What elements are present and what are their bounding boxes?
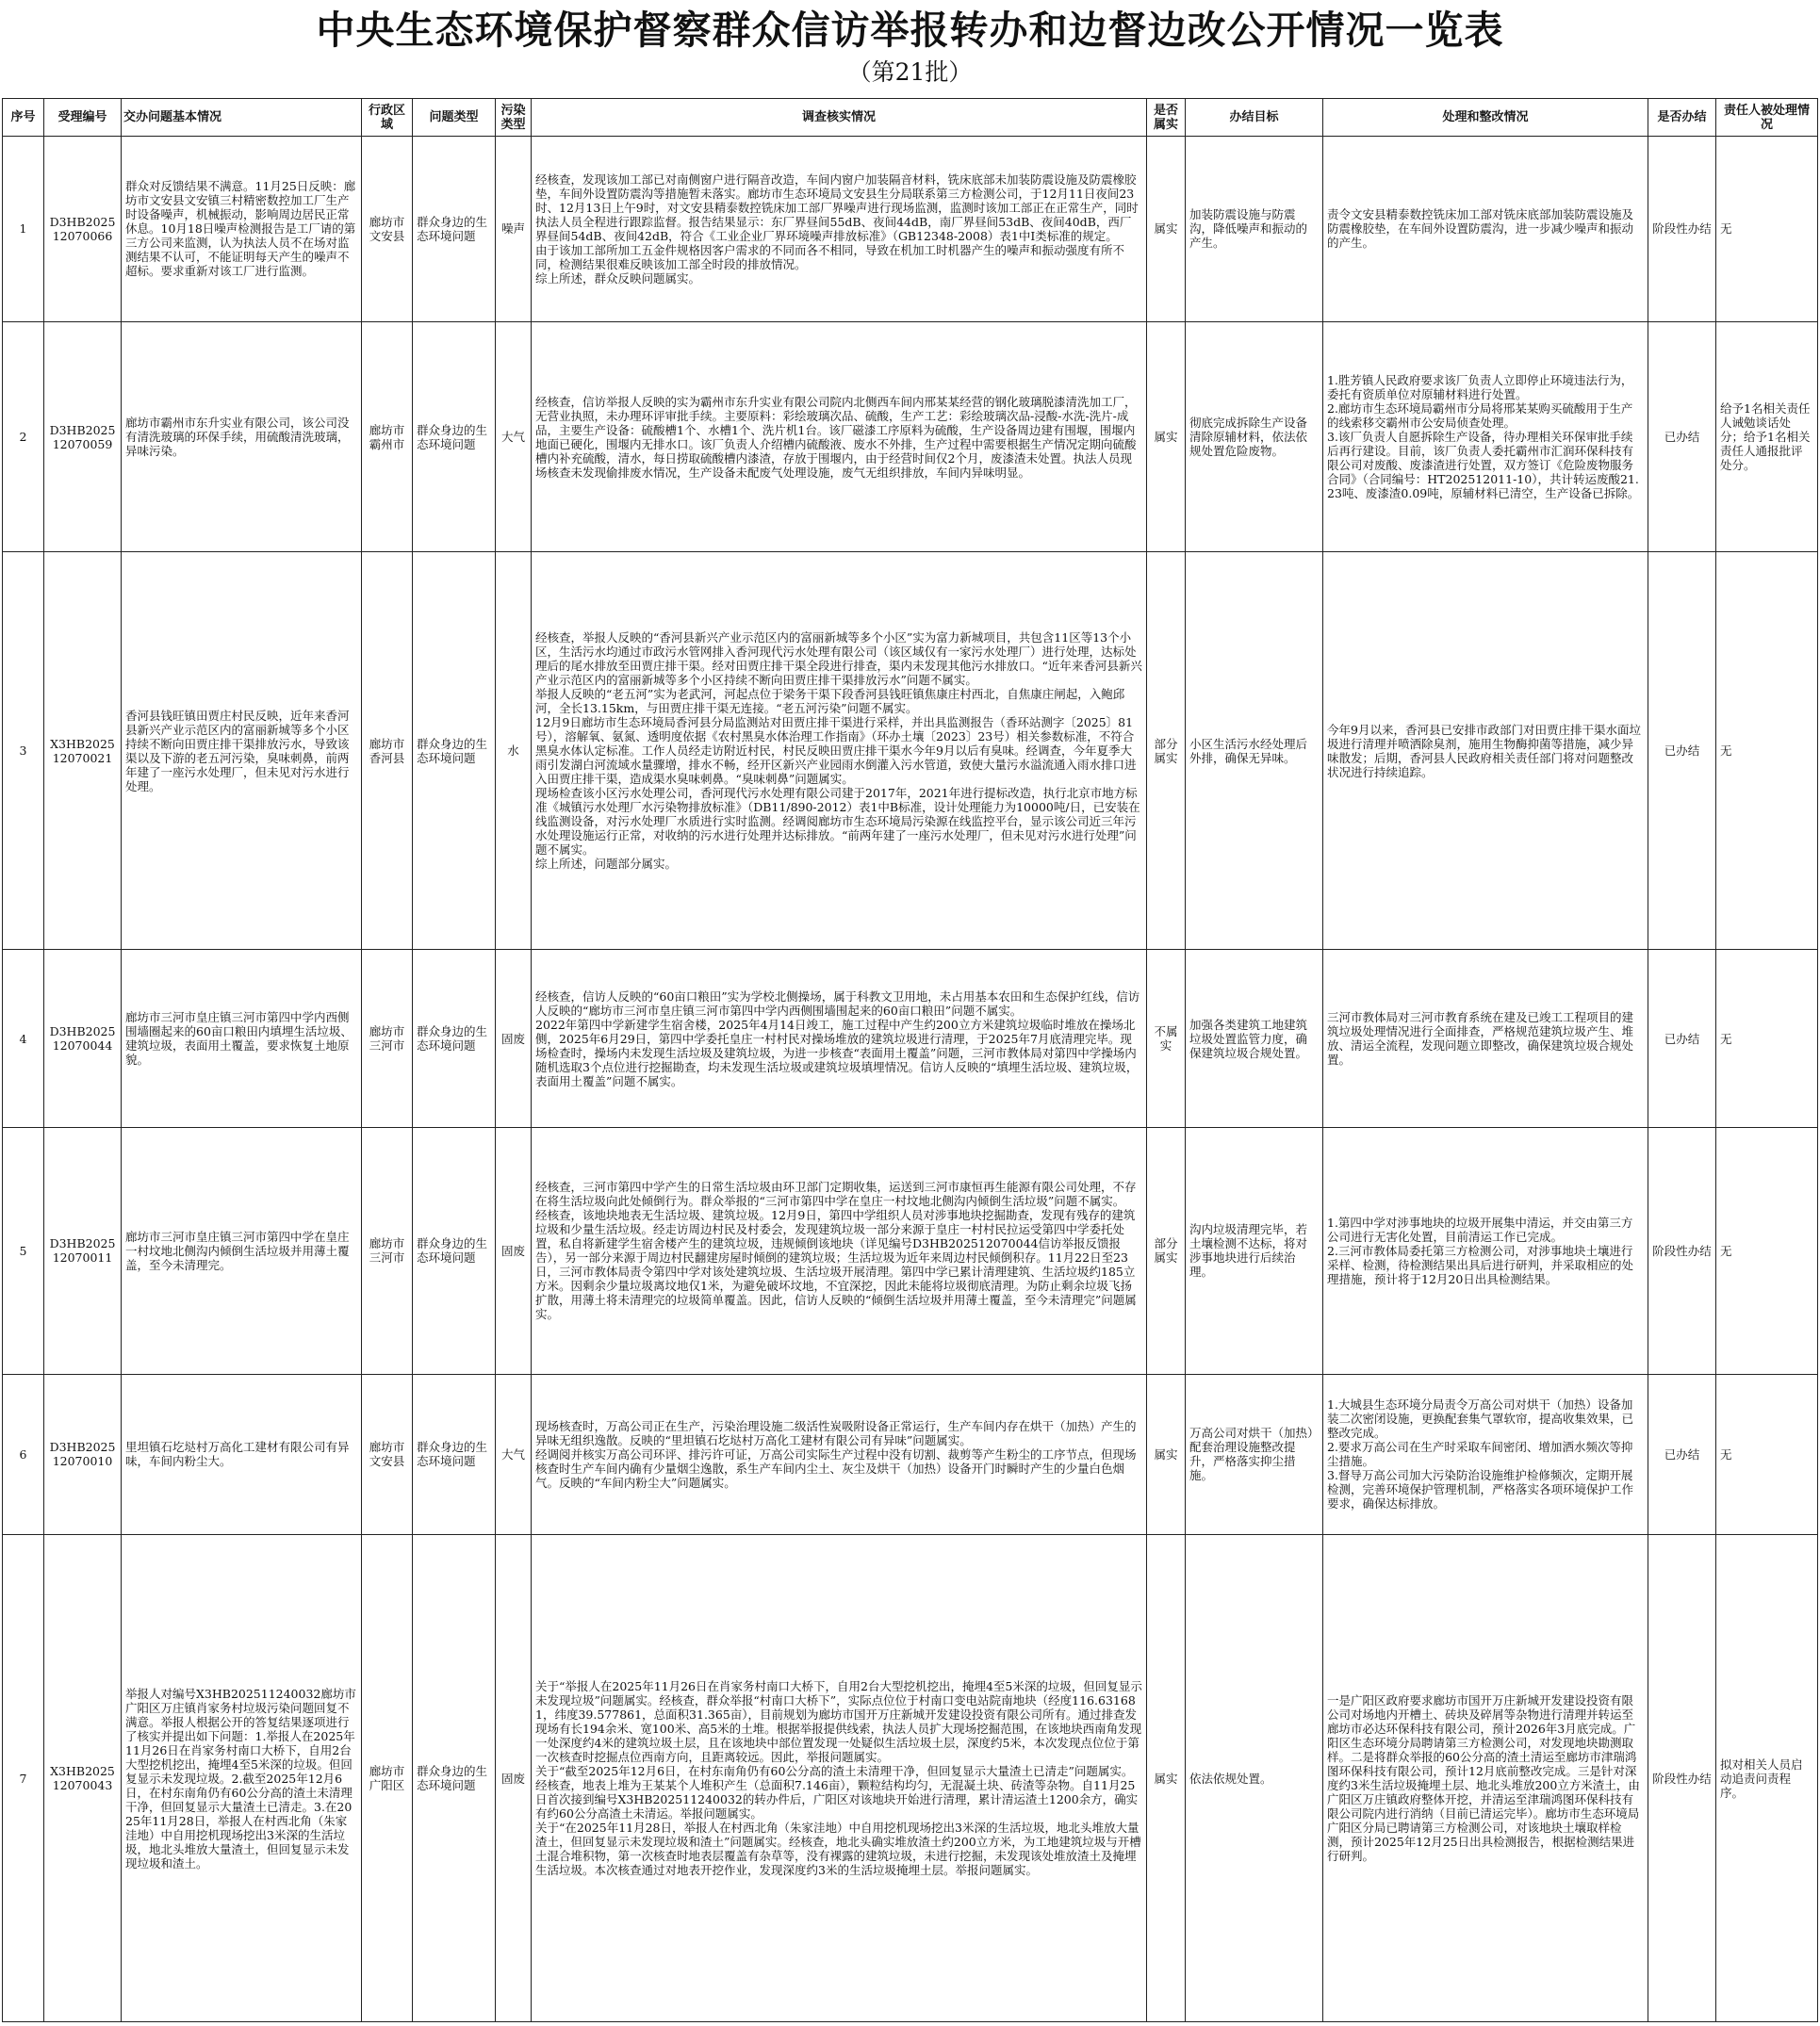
- cell-target: 加强各类建筑工地建筑垃圾处置监管力度，确保建筑垃圾合规处置。: [1186, 950, 1323, 1128]
- col-header-region: 行政区域: [362, 99, 413, 137]
- col-header-pollution: 污染类型: [496, 99, 532, 137]
- table-row: [3, 1535, 1818, 2022]
- cell-type: 群众身边的生态环境问题: [413, 137, 496, 322]
- cell-accountability: 无: [1716, 950, 1818, 1128]
- cell-rectification: 1.第四中学对涉事地块的垃圾开展集中清运，并交由第三方公司进行无害化处置，目前清运工作已完成。 2.三河市教体局委托第三方检测公司，对涉事地块土壤进行采样、检测，待检测结果出具后进行研判，并采取相应的处理措施，预计将于12月20日出具检测结果。: [1323, 1128, 1648, 1374]
- cell-type: 群众身边的生态环境问题: [413, 1128, 496, 1374]
- table-row: [3, 552, 1818, 950]
- cell-region: 廊坊市三河市: [362, 950, 413, 1128]
- cell-closed: 阶段性办结: [1648, 137, 1716, 322]
- cell-closed: 已办结: [1648, 552, 1716, 950]
- col-header-seq: 序号: [3, 99, 44, 137]
- cell-pollution: 固废: [496, 1535, 532, 2022]
- table-row: [3, 321, 1818, 551]
- cell-type: 群众身边的生态环境问题: [413, 1535, 496, 2022]
- table-body: [3, 137, 1818, 2022]
- cell-verified: 属实: [1147, 1535, 1186, 2022]
- col-header-rectification: 处理和整改情况: [1323, 99, 1648, 137]
- cell-verified: 属实: [1147, 137, 1186, 322]
- cell-accountability: 给予1名相关责任人诫勉谈话处分；给予1名相关责任人通报批评处分。: [1716, 321, 1818, 551]
- cell-code: D3HB202512070044: [44, 950, 122, 1128]
- cell-problem: 举报人对编号X3HB202511240032廊坊市广阳区万庄镇肖家务村垃圾污染问题回复不满意。举报人根据公开的答复结果逐项进行了核实并提出如下问题：1.举报人在2025年11月26日在肖家务村南口大桥下，自用2台大型挖机挖出，掩埋4至5米深的垃圾。但回复显示未发现垃圾。2.截至2025年12月6日，在村东南角仍有60公分高的渣土未清理干净，但回复显示大量渣土已清走。3.在2025年11月28日，举报人在村西北角（朱家洼地）中自用挖机现场挖出3米深的生活垃圾，地北头堆放大量渣土，但回复显示未发现垃圾和渣土。: [122, 1535, 362, 2022]
- cell-region: 廊坊市文安县: [362, 1374, 413, 1535]
- cell-rectification: 责令文安县精泰数控铣床加工部对铣床底部加装防震设施及防震橡胶垫，在车间外设置防震沟，进一步减少噪声和振动的产生。: [1323, 137, 1648, 322]
- cell-accountability: 无: [1716, 552, 1818, 950]
- cell-target: 彻底完成拆除生产设备清除原辅材料，依法依规处置危险废物。: [1186, 321, 1323, 551]
- cell-region: 廊坊市广阳区: [362, 1535, 413, 2022]
- cell-investigation: 经核查，发现该加工部已对南侧窗户进行隔音改造，车间内窗户加装隔音材料，铣床底部未加装防震设施及防震橡胶垫，车间外设置防震沟等措施暂未落实。廊坊市生态环境局文安县生分局联系第三方检测公司，于12月11日夜间23时、12月13日上午9时，对文安县精泰数控铣床加工部厂界噪声进行现场监测，监测时该加工部正在正常生产，同时执法人员全程进行跟踪监督。报告结果显示：东厂界昼间55dB、夜间44dB，南厂界昼间53dB、夜间40dB，西厂界昼间54dB、夜间42dB，符合《工业企业厂界环境噪声排放标准》（GB12348-2008）表1中Ⅰ类标准的规定。 由于该加工部所加工五金件规格因客户需求的不同而各不相同，导致在机加工时机器产生的噪声和振动强度有所不同，检测结果很难反映该加工部全时段的排放情况。 综上所述，群众反映问题属实。: [532, 137, 1147, 322]
- cell-seq: 6: [3, 1374, 44, 1535]
- cell-closed: 已办结: [1648, 950, 1716, 1128]
- cell-problem: 群众对反馈结果不满意。11月25日反映：廊坊市文安县文安镇三村精密数控加工厂生产时设备噪声，机械振动，影响周边居民正常休息。10月18日噪声检测报告是工厂请的第三方公司来监测，认为执法人员不在场对监测结果不认可，不能证明每天产生的噪声不超标。要求重新对该工厂进行监测。: [122, 137, 362, 322]
- cell-seq: 7: [3, 1535, 44, 2022]
- cell-seq: 2: [3, 321, 44, 551]
- cell-region: 廊坊市霸州市: [362, 321, 413, 551]
- cell-verified: 属实: [1147, 1374, 1186, 1535]
- cell-accountability: 拟对相关人员启动追责问责程序。: [1716, 1535, 1818, 2022]
- cell-type: 群众身边的生态环境问题: [413, 552, 496, 950]
- cell-investigation: 关于“举报人在2025年11月26日在肖家务村南口大桥下，自用2台大型挖机挖出，掩埋4至5米深的垃圾，但回复显示未发现垃圾”问题属实。经核查，群众举报“村南口大桥下”，实际点位位于村南口变电站院南地块（经度116.631681，纬度39.577861，总面积31.365亩），目前规划为廊坊市国开万庄新城开发建设投资有限公司所有。通过排查发现场有长194余米、宽100米、高5米的土堆。根据举报提供线索，执法人员扩大现场挖掘范围，在该地块西南角发现一处深度约4米的建筑垃圾土层，且在该地块中部位置发现一处疑似生活垃圾土层，深度约5米，本次发现点位位于第一次核查时挖掘点位西南方向，且距离较远。因此，举报问题属实。 关于“截至2025年12月6日，在村东南角仍有60公分高的渣土未清理干净，但回复显示大量渣土已清走”问题属实。经核查，地表上堆为王某某个人堆积产生（总面积7.146亩），颗粒结构均匀，无混凝土块、砖渣等杂物。自11月25日首次接到编号X3HB202511240032的转办件后，广阳区对该地块开始进行清理，累计清运渣土1200余方，确实有约60公分高渣土未清运。举报问题属实。 关于“在2025年11月28日，举报人在村西北角（朱家洼地）中自用挖机现场挖出3米深的生活垃圾，地北头堆放大量渣土，但回复显示未发现垃圾和渣土”问题属实。经核查，地北头确实堆放渣土约200立方米，为工地建筑垃圾与开槽土混合堆积物，第一次核查时地表层覆盖有杂草等，没有裸露的建筑垃圾，未进行挖掘，未发现该处堆放渣土及掩埋生活垃圾。本次核查通过对地表开挖作业，发现深度约3米的生活垃圾掩埋土层。举报问题属实。: [532, 1535, 1147, 2022]
- cell-verified: 部分属实: [1147, 1128, 1186, 1374]
- cell-region: 廊坊市文安县: [362, 137, 413, 322]
- cell-pollution: 大气: [496, 321, 532, 551]
- cell-accountability: 无: [1716, 1374, 1818, 1535]
- table-header-row: [3, 99, 1818, 137]
- col-header-closed: 是否办结: [1648, 99, 1716, 137]
- cell-problem: 廊坊市三河市皇庄镇三河市第四中学在皇庄一村坟地北侧沟内倾倒生活垃圾并用薄土覆盖，至今未清理完。: [122, 1128, 362, 1374]
- cell-code: X3HB202512070021: [44, 552, 122, 950]
- col-header-type: 问题类型: [413, 99, 496, 137]
- page-title: 中央生态环境保护督察群众信访举报转办和边督边改公开情况一览表: [316, 8, 1504, 53]
- cell-pollution: 噪声: [496, 137, 532, 322]
- cell-verified: 不属实: [1147, 950, 1186, 1128]
- col-header-accountability: 责任人被处理情况: [1716, 99, 1818, 137]
- cell-pollution: 固废: [496, 950, 532, 1128]
- cell-closed: 阶段性办结: [1648, 1535, 1716, 2022]
- cell-type: 群众身边的生态环境问题: [413, 321, 496, 551]
- col-header-target: 办结目标: [1186, 99, 1323, 137]
- cell-pollution: 大气: [496, 1374, 532, 1535]
- cell-code: X3HB202512070043: [44, 1535, 122, 2022]
- cell-accountability: 无: [1716, 1128, 1818, 1374]
- cell-problem: 廊坊市三河市皇庄镇三河市第四中学内西侧围墙圈起来的60亩口粮田内填埋生活垃圾、建筑垃圾，表面用土覆盖，要求恢复土地原貌。: [122, 950, 362, 1128]
- cell-investigation: 经核查，三河市第四中学产生的日常生活垃圾由环卫部门定期收集，运送到三河市康恒再生能源有限公司处理，不存在将生活垃圾向此处倾倒行为。群众举报的“三河市第四中学在皇庄一村坟地北侧沟内倾倒生活垃圾”问题不属实。 经核查，该地块地表无生活垃圾、建筑垃圾。12月9日，第四中学组织人员对涉事地块挖掘勘查，发现有残存的建筑垃圾和少量生活垃圾。经走访周边村民及村委会，发现建筑垃圾一部分来源于皇庄一村村民拉运受第四中学委托处置，私自将新建学生宿舍楼产生的建筑垃圾，违规倾倒该地块（详见编号D3HB202512070044信访举报反馈报告），另一部分来源于周边村民翻建房屋时倾倒的建筑垃圾；生活垃圾为近年来周边村民倾倒积存。11月22日至23日，三河市教体局责令第四中学对该处建筑垃圾、生活垃圾开展清理。第四中学已累计清理建筑、生活垃圾约185立方米。因剩余少量垃圾离坟地仅1米，为避免破坏坟地，不宜深挖，因此未能将垃圾彻底清理。为防止剩余垃圾飞扬扩散，用薄土将未清理完的垃圾简单覆盖。因此，信访人反映的“倾倒生活垃圾并用薄土覆盖，至今未清理完”问题属实。: [532, 1128, 1147, 1374]
- cell-seq: 1: [3, 137, 44, 322]
- cell-seq: 3: [3, 552, 44, 950]
- col-header-investigation: 调查核实情况: [532, 99, 1147, 137]
- table-row: [3, 137, 1818, 322]
- cell-closed: 已办结: [1648, 321, 1716, 551]
- cell-investigation: 现场核查时，万高公司正在生产，污染治理设施二级活性炭吸附设备正常运行，生产车间内存在烘干（加热）产生的异味无组织逸散。反映的“里坦镇石圪垯村万高化工建材有限公司有异味”问题属实。 经调阅并核实万高公司环评、排污许可证，万高公司实际生产过程中没有切割、裁剪等产生粉尘的工序节点，但现场核查时生产车间内确有少量烟尘逸散，系生产车间内尘土、灰尘及烘干（加热）设备开门时瞬时产生的少量白色烟气。反映的“车间内粉尘大”问题属实。: [532, 1374, 1147, 1535]
- cell-target: 加装防震设施与防震沟，降低噪声和振动的产生。: [1186, 137, 1323, 322]
- cell-code: D3HB202512070066: [44, 137, 122, 322]
- cell-problem: 廊坊市霸州市东升实业有限公司，该公司没有清洗玻璃的环保手续，用硫酸清洗玻璃，异味污染。: [122, 321, 362, 551]
- table-row: [3, 1128, 1818, 1374]
- col-header-code: 受理编号: [44, 99, 122, 137]
- cell-closed: 已办结: [1648, 1374, 1716, 1535]
- cell-problem: 香河县钱旺镇田贾庄村民反映，近年来香河县新兴产业示范区内的富丽新城等多个小区持续不断向田贾庄排干渠排放污水，导致该渠以及下游的老五河污染，臭味刺鼻，前两年建了一座污水处理厂，但未见对污水进行处理。: [122, 552, 362, 950]
- cell-pollution: 固废: [496, 1128, 532, 1374]
- cell-investigation: 经核查，举报人反映的“香河县新兴产业示范区内的富丽新城等多个小区”实为富力新城项目，共包含11区等13个小区，生活污水均通过市政污水管网排入香河现代污水处理有限公司（该区域仅有一家污水处理厂）进行处理，达标处理后的尾水排放至田贾庄排干渠。经对田贾庄排干渠全段进行排查，渠内未发现其他污水排放口。“近年来香河县新兴产业示范区内的富丽新城等多个小区持续不断向田贾庄排干渠排放污水”问题不属实。 举报人反映的“老五河”实为老武河，河起点位于梁务干渠下段香河县钱旺镇焦康庄村西北，自焦康庄闸起，入鲍邱河，全长13.15km，与田贾庄排干渠无连接。“老五河污染”问题不属实。 12月9日廊坊市生态环境局香河县分局监测站对田贾庄排干渠进行采样，并出具监测报告（香环站测字〔2025〕81号），溶解氧、氨氮、透明度依据《农村黑臭水体治理工作指南》（环办土壤〔2023〕23号）相关参数标准，不符合黑臭水体认定标准。工作人员经走访附近村民，村民反映田贾庄排干渠水今年9月以后有臭味。经调查，今年夏季大雨引发湖白河流域水量骤增，排水不畅，经开区新兴产业园雨水倒灌入污水管道，致使大量污水溢流通入雨水排口进入田贾庄排干渠，造成渠水臭味刺鼻。“臭味刺鼻”问题属实。 现场检查该小区污水处理公司，香河现代污水处理有限公司建于2017年，2021年进行提标改造，执行北京市地方标准《城镇污水处理厂水污染物排放标准》（DB11/890-2012）表1中B标准，设计处理能力为10000吨/日，已安装在线监测设备，对污水处理厂水质进行实时监测。经调阅廊坊市生态环境局污染源在线监控平台，显示该公司近三年污水处理设施运行正常，对收纳的污水进行处理并达标排放。“前两年建了一座污水处理厂，但未见对污水进行处理”问题不属实。 综上所述，问题部分属实。: [532, 552, 1147, 950]
- cell-seq: 4: [3, 950, 44, 1128]
- cell-type: 群众身边的生态环境问题: [413, 950, 496, 1128]
- cell-verified: 属实: [1147, 321, 1186, 551]
- complaint-table: [2, 98, 1818, 2022]
- cell-target: 沟内垃圾清理完毕，若土壤检测不达标，将对涉事地块进行后续治理。: [1186, 1128, 1323, 1374]
- cell-rectification: 1.大城县生态环境分局责令万高公司对烘干（加热）设备加装二次密闭设施，更换配套集气罩软帘，提高收集效果，已整改完成。 2.要求万高公司在生产时采取车间密闭、增加洒水频次等抑尘措施。 3.督导万高公司加大污染防治设施维护检修频次，定期开展检测，完善环境保护管理机制，严格落实各项环境保护工作要求，确保达标排放。: [1323, 1374, 1648, 1535]
- cell-rectification: 一是广阳区政府要求廊坊市国开万庄新城开发建设投资有限公司对场地内开槽土、砖块及碎屑等杂物进行清理并转运至廊坊市必达环保科技有限公司，预计2026年3月底完成。广阳区生态环境分局聘请第三方检测公司，对发现地块勘测取样。二是将群众举报的60公分高的渣土清运至廊坊市津瑞鸿图环保科技有限公司，预计12月底前整改完成。三是针对深度约3米生活垃圾掩埋土层、地北头堆放200立方米渣土，由广阳区万庄镇政府整体开挖，并清运至津瑞鸿图环保科技有限公司院内进行消纳（目前已清运完毕）。廊坊市生态环境局广阳区分局已聘请第三方检测公司，对该地块土壤取样检测，预计2025年12月25日出具检测报告，根据检测结果进行研判。: [1323, 1535, 1648, 2022]
- cell-region: 廊坊市香河县: [362, 552, 413, 950]
- cell-rectification: 1.胜芳镇人民政府要求该厂负责人立即停止环境违法行为，委托有资质单位对原辅材料进行处置。 2.廊坊市生态环境局霸州市分局将邢某某购买硫酸用于生产的线索移交霸州市公安局侦查处理。 3.该厂负责人自愿拆除生产设备，待办理相关环保审批手续后再行建设。目前，该厂负责人委托霸州市汇润环保科技有限公司对废酸、废漆渣进行处置，双方签订《危险废物服务合同》（合同编号：HT202512011-10），共计转运废酸21.23吨、废漆渣0.09吨，原辅材料已清空，生产设备已拆除。: [1323, 321, 1648, 551]
- cell-pollution: 水: [496, 552, 532, 950]
- cell-closed: 阶段性办结: [1648, 1128, 1716, 1374]
- cell-investigation: 经核查，信访举报人反映的实为霸州市东升实业有限公司院内北侧西车间内邢某某经营的钢化玻璃脱漆清洗加工厂，无营业执照，未办理环评审批手续。主要原料：彩绘玻璃次品、硫酸，生产工艺：彩绘玻璃次品-浸酸-水洗-洗片-成品，主要生产设备：硫酸槽1个、水槽1个、洗片机1台。该厂磁漆工序原料为硫酸，生产设备周边建有围堰，围堰内地面已硬化，围堰内无排水口。该厂负责人介绍槽内硫酸液、废水不外排，生产过程中需要根据生产情况定期向硫酸槽内补充硫酸，清水，每日捞取硫酸槽内漆渣，存放于围堰内，由于经营时间仅2个月，废漆渣未处置。执法人员现场核查未发现偷排废水情况，生产设备未配废气处理设施，废气无组织排放，车间内异味明显。: [532, 321, 1147, 551]
- cell-target: 依法依规处置。: [1186, 1535, 1323, 2022]
- page-subtitle: （第21批）: [847, 58, 973, 86]
- cell-problem: 里坦镇石圪垯村万高化工建材有限公司有异味，车间内粉尘大。: [122, 1374, 362, 1535]
- col-header-verified: 是否属实: [1147, 99, 1186, 137]
- cell-rectification: 三河市教体局对三河市教育系统在建及已竣工工程项目的建筑垃圾处理情况进行全面排查，严格规范建筑垃圾产生、堆放、清运全流程，发现问题立即整改，确保建筑垃圾合规处置。: [1323, 950, 1648, 1128]
- cell-verified: 部分属实: [1147, 552, 1186, 950]
- cell-target: 万高公司对烘干（加热）配套治理设施整改提升，严格落实抑尘措施。: [1186, 1374, 1323, 1535]
- cell-investigation: 经核查，信访人反映的“60亩口粮田”实为学校北侧操场，属于科教文卫用地，未占用基本农田和生态保护红线，信访人反映的“廊坊市三河市皇庄镇三河市第四中学内西侧围墙围起来的60亩口粮田”问题不属实。 2022年第四中学新建学生宿舍楼，2025年4月14日竣工，施工过程中产生约200立方米建筑垃圾临时堆放在操场北侧，2025年6月29日，第四中学委托皇庄一村村民对操场堆放的建筑垃圾进行清理，于2025年7月底清理完毕。现场检查时，操场内未发现生活垃圾及建筑垃圾，为进一步核查“表面用土覆盖”问题，三河市教体局对第四中学操场内随机选取3个点位进行挖掘勘查，均未发现生活垃圾或建筑垃圾填埋情况。信访人反映的“填埋生活垃圾、建筑垃圾，表面用土覆盖”问题不属实。: [532, 950, 1147, 1128]
- cell-code: D3HB202512070059: [44, 321, 122, 551]
- cell-target: 小区生活污水经处理后外排，确保无异味。: [1186, 552, 1323, 950]
- cell-code: D3HB202512070010: [44, 1374, 122, 1535]
- cell-type: 群众身边的生态环境问题: [413, 1374, 496, 1535]
- col-header-problem: 交办问题基本情况: [122, 99, 362, 137]
- table-row: [3, 950, 1818, 1128]
- table-row: [3, 1374, 1818, 1535]
- cell-region: 廊坊市三河市: [362, 1128, 413, 1374]
- cell-accountability: 无: [1716, 137, 1818, 322]
- cell-code: D3HB202512070011: [44, 1128, 122, 1374]
- cell-seq: 5: [3, 1128, 44, 1374]
- cell-rectification: 今年9月以来，香河县已安排市政部门对田贾庄排干渠水面垃圾进行清理并喷洒除臭剂，施用生物酶抑菌等措施，减少异味散发；后期，香河县人民政府相关责任部门将对问题整改状况进行持续追踪。: [1323, 552, 1648, 950]
